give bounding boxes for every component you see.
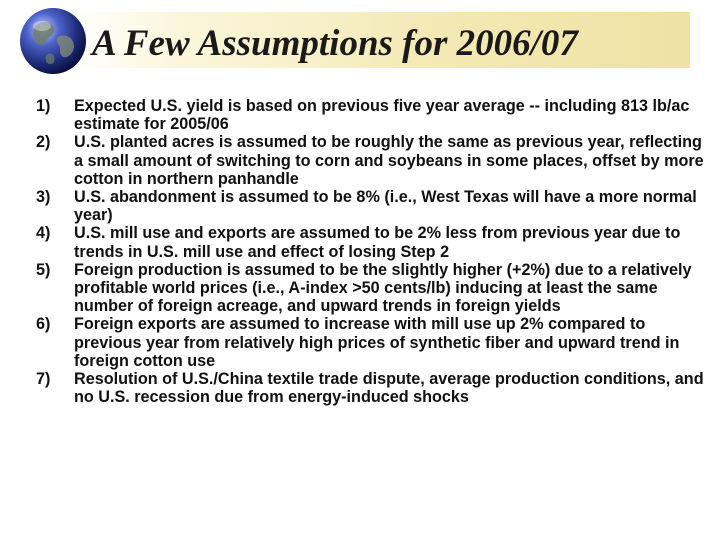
item-text: Foreign production is assumed to be the slightly higher (+2%) due to a relatively profitable world prices (i.e., A-index >50 cents/lb) inducing at least the same number of foreign acreage, and upward trends in foreign yields (74, 260, 692, 316)
item-number: 5) (36, 260, 51, 279)
item-number: 1) (36, 97, 51, 115)
item-text: U.S. mill use and exports are assumed to be 2% less from previous year due to trends in U.S. mill use and effect of losing Step 2 (74, 224, 681, 261)
list-item (36, 261, 708, 316)
item-number: 7) (36, 370, 51, 389)
item-number: 6) (36, 315, 51, 334)
item-number: 2) (36, 133, 51, 152)
slide-title: A Few Assumptions for 2006/07 (92, 23, 578, 64)
item-text: Foreign exports are assumed to increase with mill use up 2% compared to previous year from relatively high prices of synthetic fiber and upward trend in foreign cotton use (74, 315, 680, 370)
item-text: U.S. planted acres is assumed to be roughly the same as previous year, reflecting a small amount of switching to corn and soybeans in some places, offset by more cotton in northern panhandle (74, 133, 704, 188)
list-item (36, 133, 708, 188)
item-text: Resolution of U.S./China textile trade dispute, average production conditions, and no U.S. recession due from energy-induced shocks (74, 370, 704, 407)
assumptions-list (36, 97, 708, 406)
item-number: 3) (36, 188, 51, 207)
item-text: U.S. abandonment is assumed to be 8% (i.e., West Texas will have a more normal year) (74, 188, 697, 225)
list-item (36, 315, 708, 370)
item-text: Expected U.S. yield is based on previous five year average -- including 813 lb/ac estimate for 2005/06 (74, 97, 690, 134)
list-item (36, 97, 708, 133)
globe-icon (18, 6, 88, 76)
list-item (36, 370, 708, 406)
list-item (36, 188, 708, 224)
list-item (36, 224, 708, 260)
item-number: 4) (36, 224, 51, 243)
